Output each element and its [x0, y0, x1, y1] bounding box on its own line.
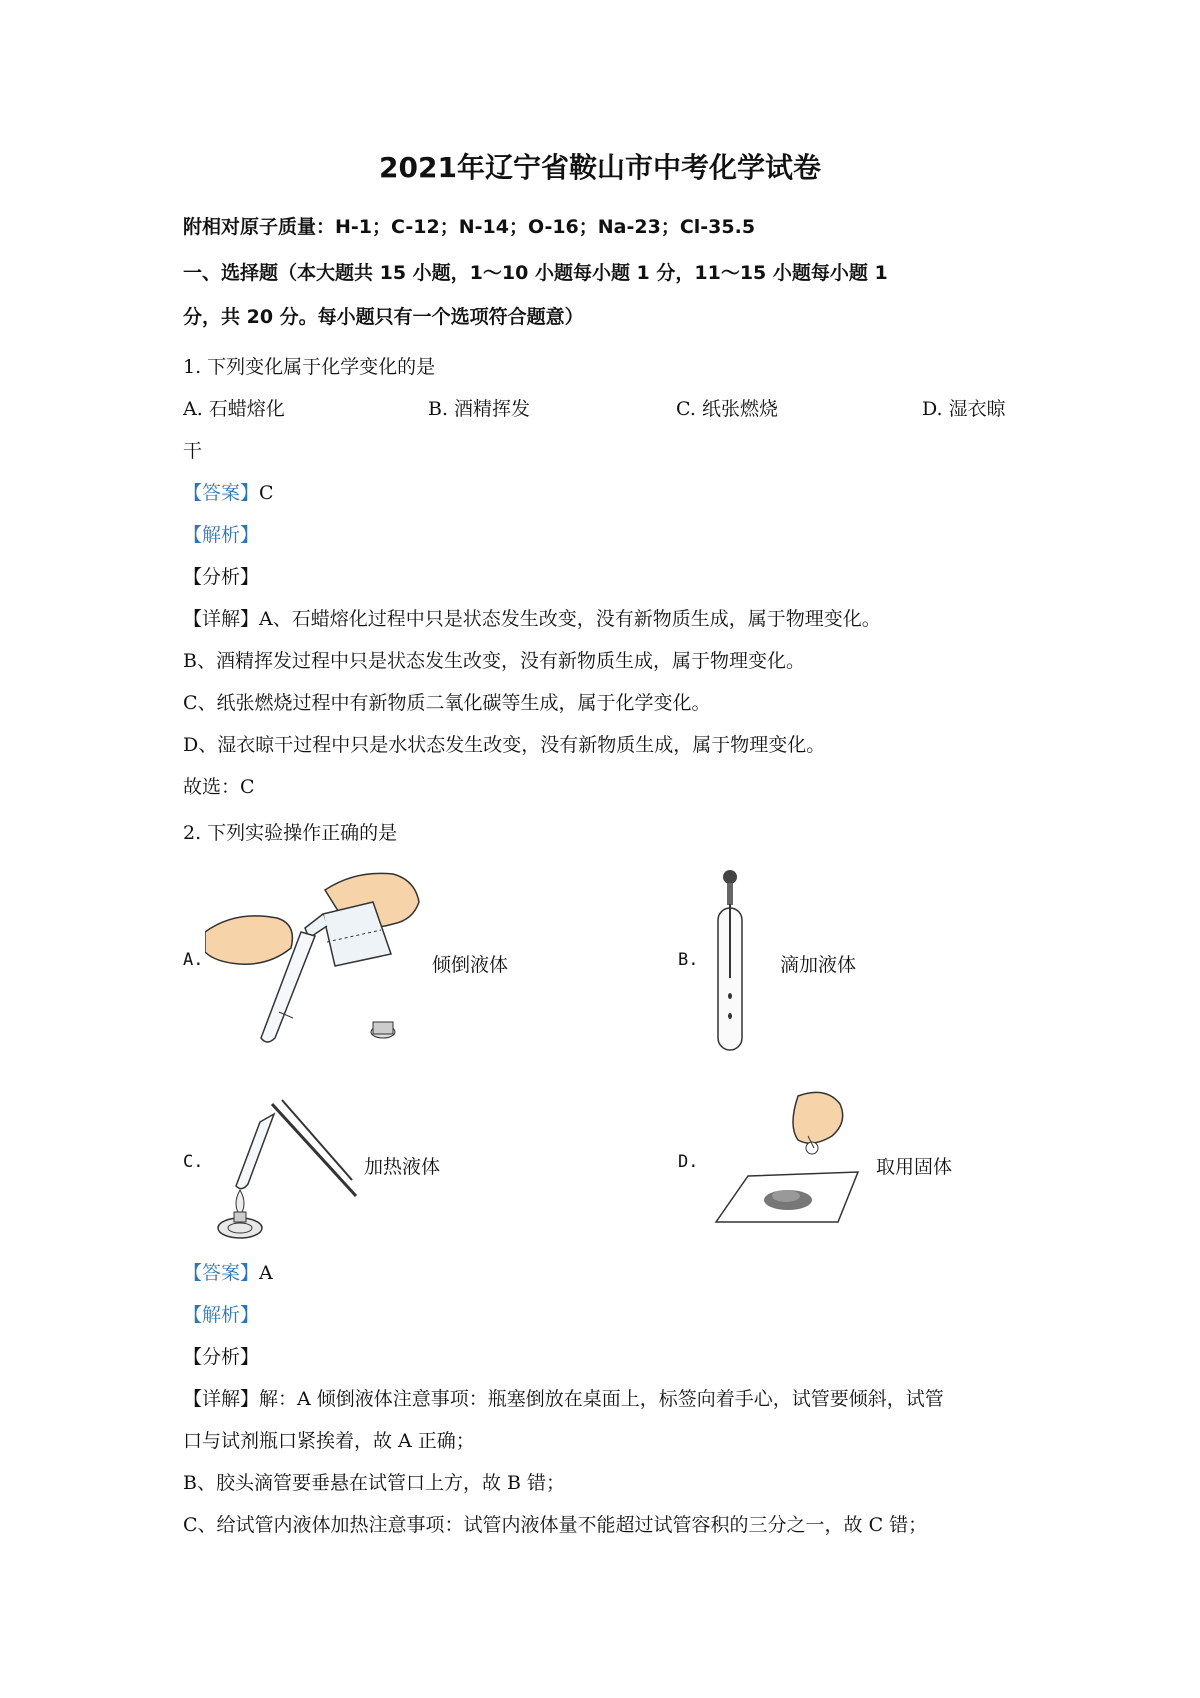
detail-tag: 【详解】	[183, 608, 260, 630]
q2-detail-line-2: 口与试剂瓶口紧挨着，故 A 正确；	[183, 1430, 475, 1452]
answer-value: A	[259, 1262, 273, 1284]
dropper-illustration	[712, 868, 748, 1058]
q2-detail-b: B、胶头滴管要垂悬在试管口上方，故 B 错；	[183, 1472, 566, 1494]
q1-option-d: D. 湿衣晾	[922, 398, 1006, 420]
q1-analysis-tag: 【解析】	[183, 524, 260, 546]
take-solid-illustration	[708, 1086, 868, 1226]
q1-option-d-wrap: 干	[183, 440, 203, 462]
q1-option-c: C. 纸张燃烧	[676, 398, 778, 420]
q1-detail-a	[183, 604, 881, 631]
q1-stem: 1. 下列变化属于化学变化的是	[183, 356, 436, 378]
q1-detail-c: C、纸张燃烧过程中有新物质二氧化碳等生成，属于化学变化。	[183, 692, 711, 714]
q2-option-b-letter: B.	[678, 950, 699, 970]
q1-conclusion: 故选：C	[183, 776, 255, 798]
q1-option-a: A. 石蜡熔化	[183, 398, 285, 420]
section-heading-line-1: 一、选择题（本大题共 15 小题，1～10 小题每小题 1 分，11～15 小题每小题 1	[183, 262, 888, 284]
q1-detail-d: D、湿衣晾干过程中只是水状态发生改变，没有新物质生成，属于物理变化。	[183, 734, 826, 756]
q2-fenxi-tag: 【分析】	[183, 1346, 260, 1368]
q2-detail-line-1	[183, 1384, 944, 1411]
detail-text: 解：A 倾倒液体注意事项：瓶塞倒放在桌面上，标签向着手心，试管要倾斜，试管	[259, 1388, 944, 1410]
q2-option-d-letter: D.	[678, 1152, 699, 1172]
q1-answer-line	[183, 478, 274, 505]
answer-value: C	[259, 482, 274, 504]
q2-caption-a: 倾倒液体	[432, 954, 509, 976]
q2-detail-c: C、给试管内液体加热注意事项：试管内液体量不能超过试管容积的三分之一，故 C 错；	[183, 1514, 928, 1536]
q2-analysis-tag: 【解析】	[183, 1304, 260, 1326]
heating-liquid-illustration	[212, 1092, 362, 1242]
answer-tag: 【答案】	[183, 482, 260, 504]
answer-tag: 【答案】	[183, 1262, 260, 1284]
q2-stem: 2. 下列实验操作正确的是	[183, 822, 398, 844]
pour-liquid-illustration	[205, 862, 430, 1052]
q2-option-a-letter: A.	[183, 950, 204, 970]
page-title: 2021年辽宁省鞍山市中考化学试卷	[379, 151, 821, 184]
q1-detail-b: B、酒精挥发过程中只是状态发生改变，没有新物质生成，属于物理变化。	[183, 650, 805, 672]
q1-fenxi-tag: 【分析】	[183, 566, 260, 588]
q2-caption-b: 滴加液体	[780, 954, 857, 976]
detail-text: A、石蜡熔化过程中只是状态发生改变，没有新物质生成，属于物理变化。	[259, 608, 881, 630]
q2-caption-c: 加热液体	[364, 1156, 441, 1178]
detail-tag: 【详解】	[183, 1388, 260, 1410]
q1-option-b: B. 酒精挥发	[428, 398, 531, 420]
section-heading-line-2: 分，共 20 分。每小题只有一个选项符合题意）	[183, 306, 584, 328]
q2-answer-line	[183, 1258, 273, 1285]
q2-option-c-letter: C.	[183, 1152, 204, 1172]
atomic-mass-line: 附相对原子质量：H-1；C-12；N-14；O-16；Na-23；Cl-35.5	[183, 216, 756, 238]
q2-caption-d: 取用固体	[876, 1156, 953, 1178]
